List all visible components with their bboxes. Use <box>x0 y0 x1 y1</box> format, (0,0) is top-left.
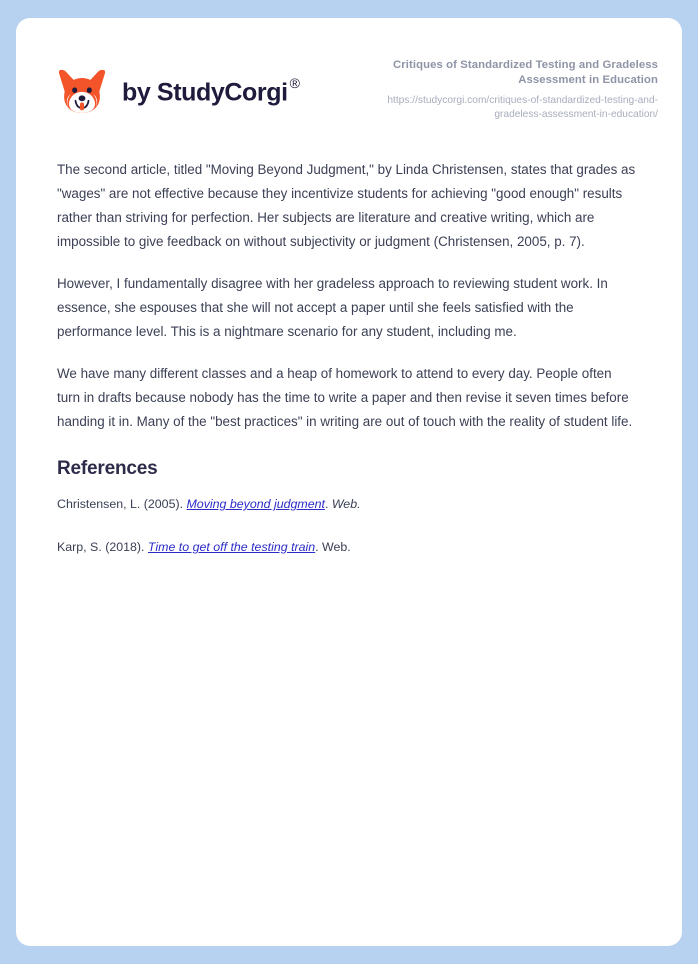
document-content <box>16 158 682 580</box>
references-heading: References <box>57 458 158 479</box>
brand-name <box>122 74 300 107</box>
page-header <box>16 18 682 158</box>
registered-trademark-symbol: ® <box>289 74 300 91</box>
body-paragraph-1: The second article, titled "Moving Beyond Judgment," by Linda Christensen, states that grades as "wages" are not effective because they incentivize students for achieving "good enough" results rather than striving for perfection. Her subjects are literature and creative writing, which are impossible to give feedback on without subjectivity or judgment (Christensen, 2005, p. 7). <box>57 162 636 249</box>
brand-name-text: by StudyCorgi <box>122 78 288 107</box>
reference-entry <box>57 537 638 558</box>
reference-author-year: Karp, S. (2018). <box>57 540 148 554</box>
reference-source-label: Web. <box>331 497 361 511</box>
body-paragraph-3: We have many different classes and a heap of homework to attend to every day. People often turn in drafts because nobody has the time to write a paper and then revise it seven times before handing it in. Many of the "best practices" in writing are out of touch with the reality of student life. <box>57 366 633 429</box>
reference-suffix: . <box>324 497 332 511</box>
reference-entry <box>57 494 638 515</box>
document-url[interactable]: https://studycorgi.com/critiques-of-standardized-testing-and-gradeless-assessment-in-education/ <box>387 94 658 120</box>
document-page-card <box>16 18 682 946</box>
corgi-face-logo-icon <box>56 65 108 117</box>
brand-block[interactable] <box>56 59 298 117</box>
document-meta <box>358 54 658 122</box>
reference-link[interactable]: Moving beyond judgment <box>186 497 325 511</box>
reference-author-year: Christensen, L. (2005). <box>57 497 187 511</box>
document-title: Critiques of Standardized Testing and Gradeless Assessment in Education <box>393 59 658 87</box>
reference-link[interactable]: Time to get off the testing train <box>147 540 316 554</box>
body-paragraph-2: However, I fundamentally disagree with her gradeless approach to reviewing student work. In essence, she espouses that she will not accept a paper until she feels satisfied with the performance level. This is a nightmare scenario for any student, including me. <box>57 276 608 339</box>
reference-suffix: . Web. <box>315 540 351 554</box>
